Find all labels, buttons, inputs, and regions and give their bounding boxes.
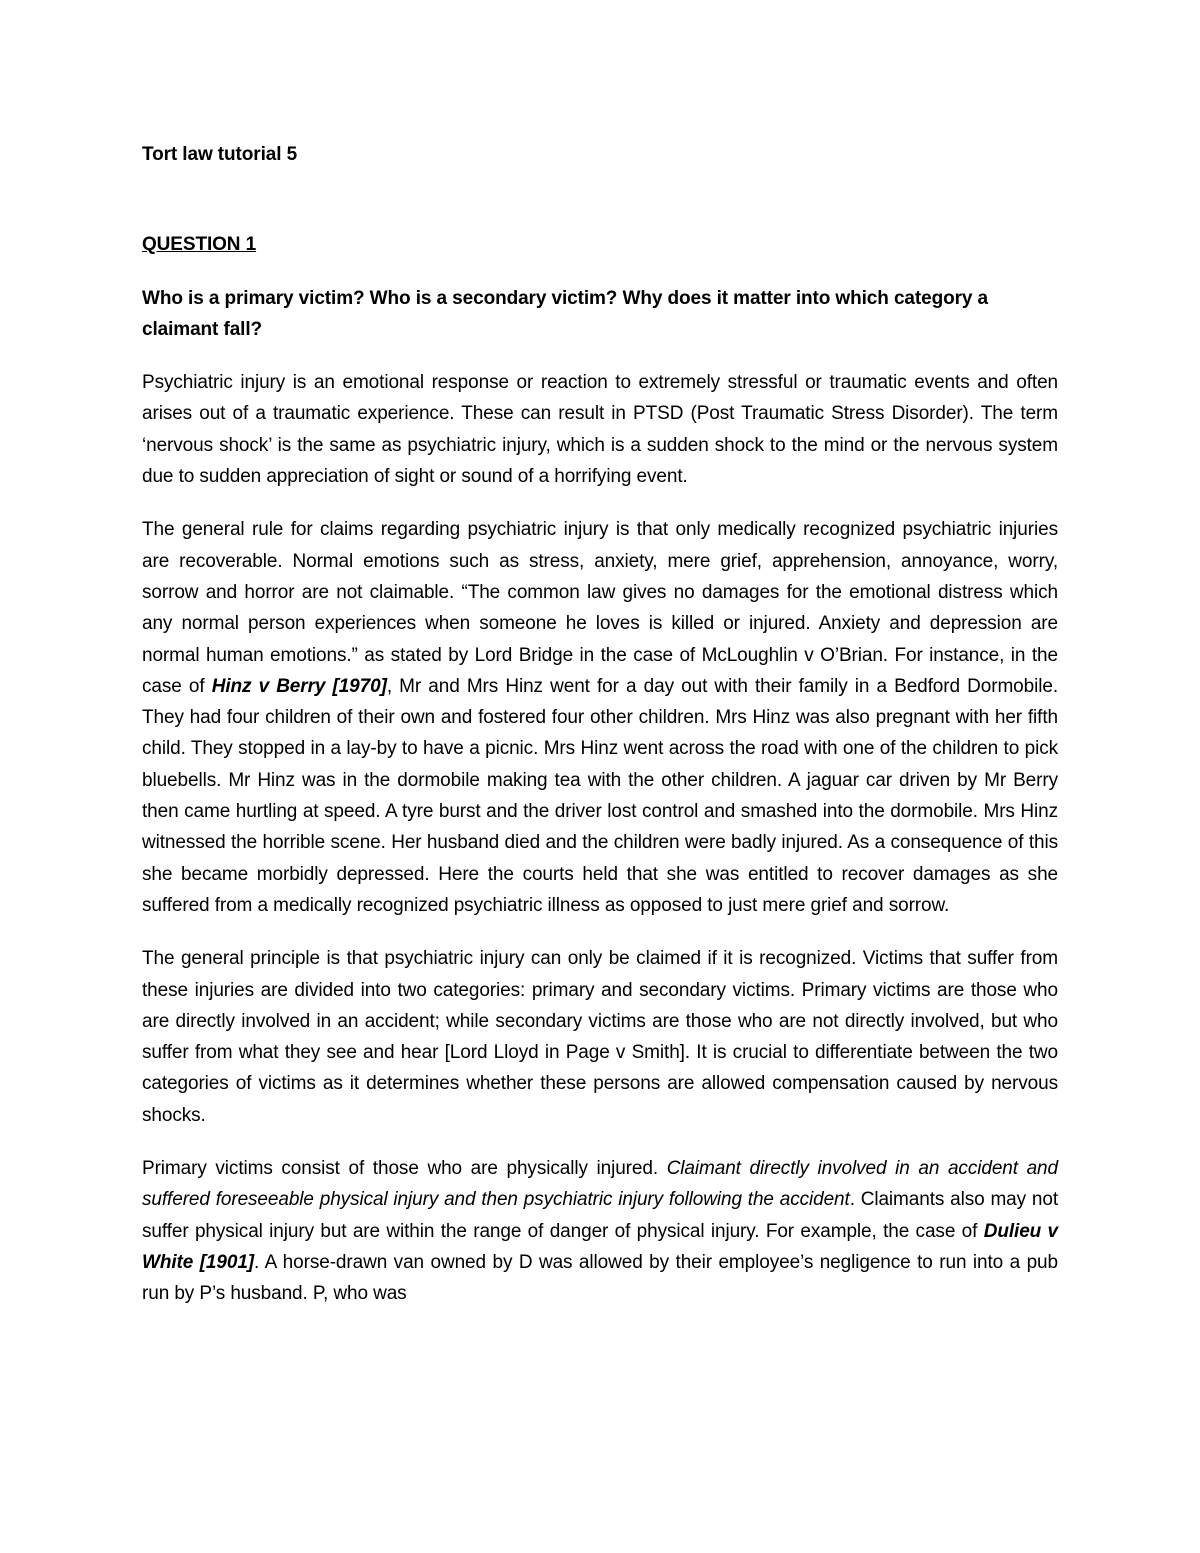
paragraph-text: . A horse-drawn van owned by D was allowed by their employee’s negligence to run into a pub run by P’s husband. P, who was — [142, 1251, 1058, 1305]
paragraph-primary-victims — [142, 1153, 1058, 1309]
document-title: Tort law tutorial 5 — [142, 144, 298, 165]
paragraph-general-principle: The general principle is that psychiatric injury can only be claimed if it is recognized. Victims that suffer from these injuries are divided into two categories: primary and secondary victims. Primary victims are those who are directly involved in an accident; while secondary victims are those who are not directly involved, but who suffer from what they see and hear [Lord Lloyd in Page v Smith]. It is crucial to differentiate between the two categories of victims as it determines whether these persons are allowed compensation caused by nervous shocks. — [142, 948, 1058, 1126]
question-text: Who is a primary victim? Who is a secondary victim? Why does it matter into which category a claimant fall? — [142, 287, 988, 340]
paragraph-text: . Claimants also may not suffer physical injury but are within the range of danger of physical injury. For example, the case of — [142, 1189, 1058, 1242]
paragraph-text: Primary victims consist of those who are physically injured. — [142, 1158, 667, 1180]
paragraph-general-rule — [142, 514, 1058, 921]
case-citation: Dulieu v White [1901] — [142, 1220, 1059, 1273]
paragraph-text: The general rule for claims regarding psychiatric injury is that only medically recognized psychiatric injuries are recoverable. Normal emotions such as stress, anxiety, mere grief, apprehension, annoyance, worry, sorrow and horror are not claimable. “The common law gives no damages for the emotional distress which any normal person experiences when someone he loves is killed or injured. Anxiety and depression are normal human emotions.” as stated by Lord Bridge in the case of McLoughlin v O’Brian. For instance, in the case of — [142, 519, 1058, 697]
question-heading: QUESTION 1 — [142, 234, 257, 256]
italic-definition: Claimant directly involved in an accident and suffered foreseeable physical injury and then psychiatric injury following the accident — [142, 1158, 1058, 1211]
paragraph-psychiatric-injury: Psychiatric injury is an emotional response or reaction to extremely stressful or traumatic events and often arises out of a traumatic experience. These can result in PTSD (Post Traumatic Stress Disorder). The term ‘nervous shock’ is the same as psychiatric injury, which is a sudden shock to the mind or the nervous system due to sudden appreciation of sight or sound of a horrifying event. — [142, 372, 1058, 488]
case-citation: Hinz v Berry [1970] — [211, 675, 387, 697]
document-body — [142, 139, 1058, 1310]
paragraph-text: , Mr and Mrs Hinz went for a day out with their family in a Bedford Dormobile. They had four children of their own and fostered four other children. Mrs Hinz was also pregnant with her fifth child. They stopped in a lay-by to have a picnic. Mrs Hinz went across the road with one of the children to pick bluebells. Mr Hinz was in the dormobile making tea with the other children. A jaguar car driven by Mr Berry then came hurtling at speed. A tyre burst and the driver lost control and smashed into the dormobile. Mrs Hinz witnessed the horrible scene. Her husband died and the children were badly injured. As a consequence of this she became morbidly depressed. Here the courts held that she was entitled to recover damages as she suffered from a medically recognized psychiatric illness as opposed to just mere grief and sorrow. — [142, 675, 1058, 916]
